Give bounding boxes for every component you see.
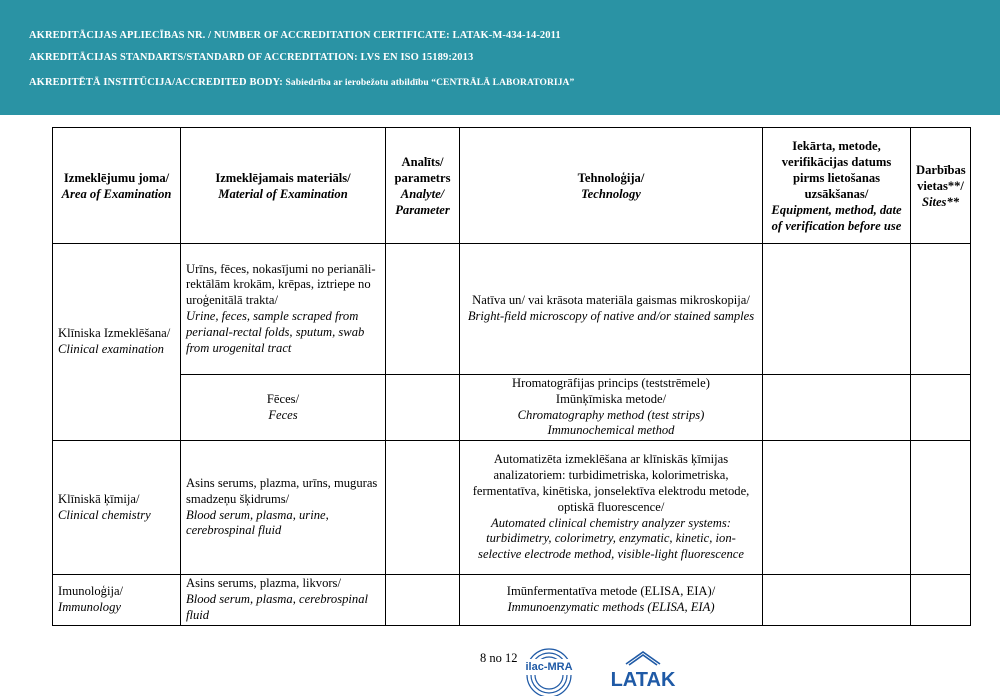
header-equipment: Iekārta, metode, verifikācijas datums pirms lietošanas uzsākšanas/ Equipment, method, date of verification before use <box>763 128 911 244</box>
analyte-cell <box>386 244 460 375</box>
equipment-cell <box>763 441 911 575</box>
ilac-mra-logo <box>519 641 579 696</box>
table-row <box>53 244 971 375</box>
accredited-body-line: AKREDITĒTĀ INSTITŪCIJA/ACCREDITED BODY: Sabiedrība ar ierobežotu atbildību “CENTRĀLĀ LABORATORIJA” <box>29 77 575 88</box>
technology-cell: Automatizēta izmeklēšana ar klīniskās ķīmijas analizatoriem: turbidimetriska, kolorimetriska, fermentatīva, kinētiska, jonselektīva elektrodu metode, optiskā fluorescence/ Automated clinical chemistry analyzer systems: turbidimetry, colorimetry, enzymatic, kinetic, ion-selective electrode method, visible-light fluorescence <box>460 441 763 575</box>
header-area: Izmeklējumu joma/ Area of Examination <box>53 128 181 244</box>
analyte-cell <box>386 375 460 441</box>
header-analyte: Analīts/ parametrs Analyte/ Parameter <box>386 128 460 244</box>
page-number: 8 no 12 <box>480 651 518 665</box>
header-band <box>0 0 1000 115</box>
header-material: Izmeklējamais materiāls/ Material of Examination <box>181 128 386 244</box>
technology-cell: Natīva un/ vai krāsota materiāla gaismas mikroskopija/ Bright-field microscopy of native and/or stained samples <box>460 244 763 375</box>
material-cell: Asins serums, plazma, urīns, muguras smadzeņu šķidrums/ Blood serum, plasma, urine, cerebrospinal fluid <box>181 441 386 575</box>
table-row <box>53 375 971 441</box>
material-cell: Fēces/ Feces <box>181 375 386 441</box>
material-cell: Urīns, fēces, nokasījumi no perianāli-rektālām krokām, krēpas, iztriepe no uroģenitālā trakta/ Urine, feces, sample scraped from perianal-rectal folds, sputum, swab from urogenital tract <box>181 244 386 375</box>
latak-logo <box>604 648 682 692</box>
certificate-number-line: AKREDITĀCIJAS APLIECĪBAS NR. / NUMBER OF ACCREDITATION CERTIFICATE: LATAK-M-434-14-2011 <box>29 30 561 41</box>
area-cell: Klīniska Izmeklēšana/ Clinical examination <box>53 244 181 441</box>
equipment-cell <box>763 575 911 625</box>
area-cell: Imunoloģija/ Immunology <box>53 575 181 625</box>
ilac-logo-text: ilac-MRA <box>525 661 573 673</box>
sites-cell <box>911 441 971 575</box>
header-sites: Darbības vietas**/ Sites** <box>911 128 971 244</box>
accreditation-scope-table <box>52 127 971 626</box>
accreditation-standard-line: AKREDITĀCIJAS STANDARTS/STANDARD OF ACCREDITATION: LVS EN ISO 15189:2013 <box>29 52 474 63</box>
table-row <box>53 575 971 625</box>
sites-cell <box>911 375 971 441</box>
equipment-cell <box>763 244 911 375</box>
analyte-cell <box>386 575 460 625</box>
latak-logo-text: LATAK <box>610 669 676 691</box>
technology-cell: Imūnfermentatīva metode (ELISA, EIA)/ Immunoenzymatic methods (ELISA, EIA) <box>460 575 763 625</box>
table-row <box>53 441 971 575</box>
sites-cell <box>911 244 971 375</box>
sites-cell <box>911 575 971 625</box>
material-cell: Asins serums, plazma, likvors/ Blood serum, plasma, cerebrospinal fluid <box>181 575 386 625</box>
area-cell: Klīniskā ķīmija/ Clinical chemistry <box>53 441 181 575</box>
analyte-cell <box>386 441 460 575</box>
table-header-row <box>53 128 971 244</box>
technology-cell: Hromatogrāfijas princips (teststrēmele) Imūnķīmiska metode/ Chromatography method (test strips) Immunochemical method <box>460 375 763 441</box>
header-technology: Tehnoloģija/ Technology <box>460 128 763 244</box>
equipment-cell <box>763 375 911 441</box>
